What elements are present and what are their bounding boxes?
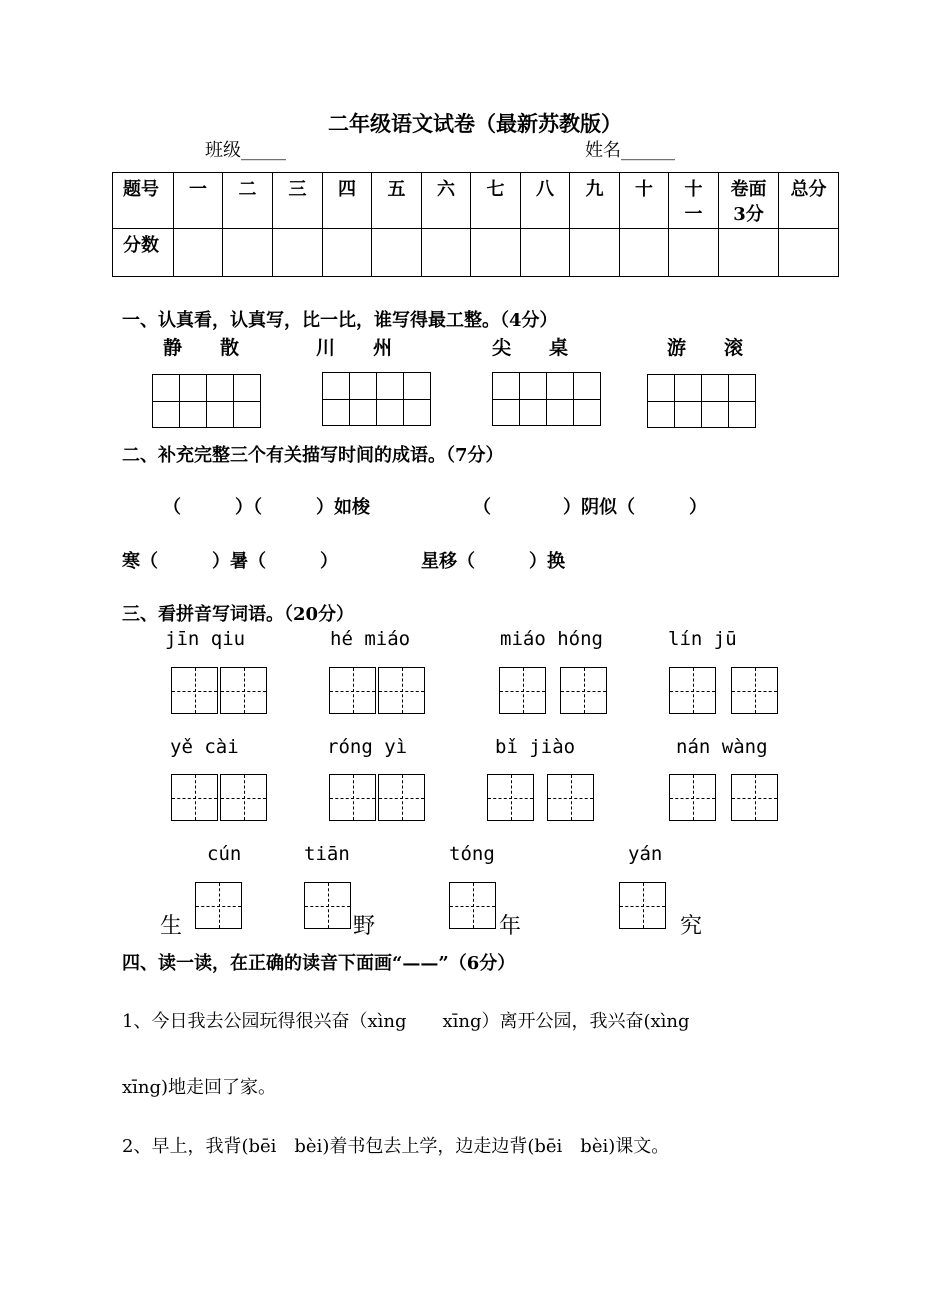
score-cell[interactable]	[779, 229, 839, 277]
char-pair-2: 川 州	[316, 337, 393, 359]
score-cell[interactable]	[719, 229, 779, 277]
idiom-2[interactable]: （ ）阴似（ ）	[473, 497, 707, 518]
tian-grid-box[interactable]	[220, 774, 267, 821]
idiom-1[interactable]: （ ）（ ）如梭	[163, 497, 370, 518]
score-cell[interactable]	[223, 229, 273, 277]
score-header-cell: 七	[471, 173, 521, 229]
score-header-cell: 卷面 3分	[719, 173, 779, 229]
score-header-cell: 二	[223, 173, 273, 229]
score-cell[interactable]	[273, 229, 323, 277]
question-2: 2、早上，我背(bēi bèi)着书包去上学，边走边背(bēi bèi)课文。	[122, 1136, 670, 1157]
tian-grid-box[interactable]	[171, 774, 218, 821]
pinyin-label: yě cài	[170, 736, 239, 758]
pinyin-label: yán	[628, 843, 663, 865]
tian-grid-box[interactable]	[547, 774, 594, 821]
score-header-cell: 十	[620, 173, 669, 229]
tian-grid-box[interactable]	[220, 667, 267, 714]
score-cell[interactable]	[471, 229, 521, 277]
score-header-cell: 五	[372, 173, 422, 229]
pinyin-label: jīn qiu	[165, 628, 246, 650]
given-char: 究	[680, 914, 703, 939]
score-header-cell: 三	[273, 173, 323, 229]
idiom-4[interactable]: 星移（ ）换	[421, 551, 565, 572]
score-cell[interactable]	[620, 229, 669, 277]
class-field[interactable]: 班级_____	[205, 140, 286, 161]
writing-grid[interactable]	[322, 372, 431, 426]
idiom-3[interactable]: 寒（ ）暑（ ）	[122, 551, 338, 572]
tian-grid-box[interactable]	[378, 774, 425, 821]
score-value-row	[113, 229, 839, 277]
section1-title: 一、认真看，认真写，比一比，谁写得最工整。（4分）	[122, 310, 558, 331]
pinyin-label: tóng	[449, 843, 495, 865]
pinyin-label: tiān	[304, 843, 350, 865]
pinyin-label: miáo hóng	[500, 628, 603, 650]
score-cell[interactable]	[521, 229, 570, 277]
tian-grid-box[interactable]	[560, 667, 607, 714]
tian-grid-box[interactable]	[329, 774, 376, 821]
tian-grid-box[interactable]	[378, 667, 425, 714]
tian-grid-box[interactable]	[669, 667, 716, 714]
pinyin-label: bǐ jiào	[495, 736, 576, 758]
score-cell[interactable]	[174, 229, 223, 277]
section3-title: 三、看拼音写词语。（20分）	[122, 604, 355, 625]
tian-grid-box[interactable]	[619, 882, 666, 929]
score-row-label: 分数	[113, 229, 174, 277]
writing-grid[interactable]	[647, 374, 756, 428]
given-char: 野	[353, 914, 376, 939]
score-header-cell: 四	[323, 173, 372, 229]
tian-grid-box[interactable]	[449, 882, 496, 929]
score-header-cell: 总分	[779, 173, 839, 229]
char-pair-1: 静 散	[163, 337, 240, 359]
score-header-cell: 八	[521, 173, 570, 229]
question-1-line-1: 1、今日我去公园玩得很兴奋（xìng xīng）离开公园，我兴奋(xìng	[122, 1011, 690, 1032]
char-pair-3: 尖 桌	[492, 337, 569, 359]
score-header-cell: 九	[570, 173, 620, 229]
score-cell[interactable]	[323, 229, 372, 277]
score-table	[112, 172, 839, 277]
score-header-cell: 六	[422, 173, 471, 229]
given-char: 生	[160, 914, 183, 939]
pinyin-label: nán wàng	[676, 736, 768, 758]
tian-grid-box[interactable]	[195, 882, 242, 929]
score-header-cell: 一	[174, 173, 223, 229]
pinyin-label: hé miáo	[330, 628, 411, 650]
score-header-label: 题号	[113, 173, 174, 229]
score-header-cell: 十 一	[669, 173, 719, 229]
pinyin-label: lín jū	[668, 628, 737, 650]
question-1-line-2: xīng)地走回了家。	[122, 1077, 277, 1098]
tian-grid-box[interactable]	[669, 774, 716, 821]
tian-grid-box[interactable]	[304, 882, 351, 929]
pinyin-label: róng yì	[327, 736, 408, 758]
tian-grid-box[interactable]	[487, 774, 534, 821]
score-cell[interactable]	[372, 229, 422, 277]
tian-grid-box[interactable]	[731, 774, 778, 821]
given-char: 年	[499, 914, 522, 939]
tian-grid-box[interactable]	[329, 667, 376, 714]
char-pair-4: 游 滚	[667, 337, 744, 359]
score-cell[interactable]	[422, 229, 471, 277]
pinyin-label: cún	[207, 843, 242, 865]
page-title: 二年级语文试卷（最新苏教版）	[328, 111, 622, 136]
tian-grid-box[interactable]	[171, 667, 218, 714]
score-cell[interactable]	[669, 229, 719, 277]
name-field[interactable]: 姓名______	[585, 140, 675, 161]
score-cell[interactable]	[570, 229, 620, 277]
tian-grid-box[interactable]	[731, 667, 778, 714]
tian-grid-box[interactable]	[499, 667, 546, 714]
section4-title: 四、读一读，在正确的读音下面画“——”（6分）	[122, 953, 516, 974]
section2-title: 二、补充完整三个有关描写时间的成语。（7分）	[122, 445, 504, 466]
score-header-row	[113, 173, 839, 229]
writing-grid[interactable]	[492, 372, 601, 426]
writing-grid[interactable]	[152, 374, 261, 428]
